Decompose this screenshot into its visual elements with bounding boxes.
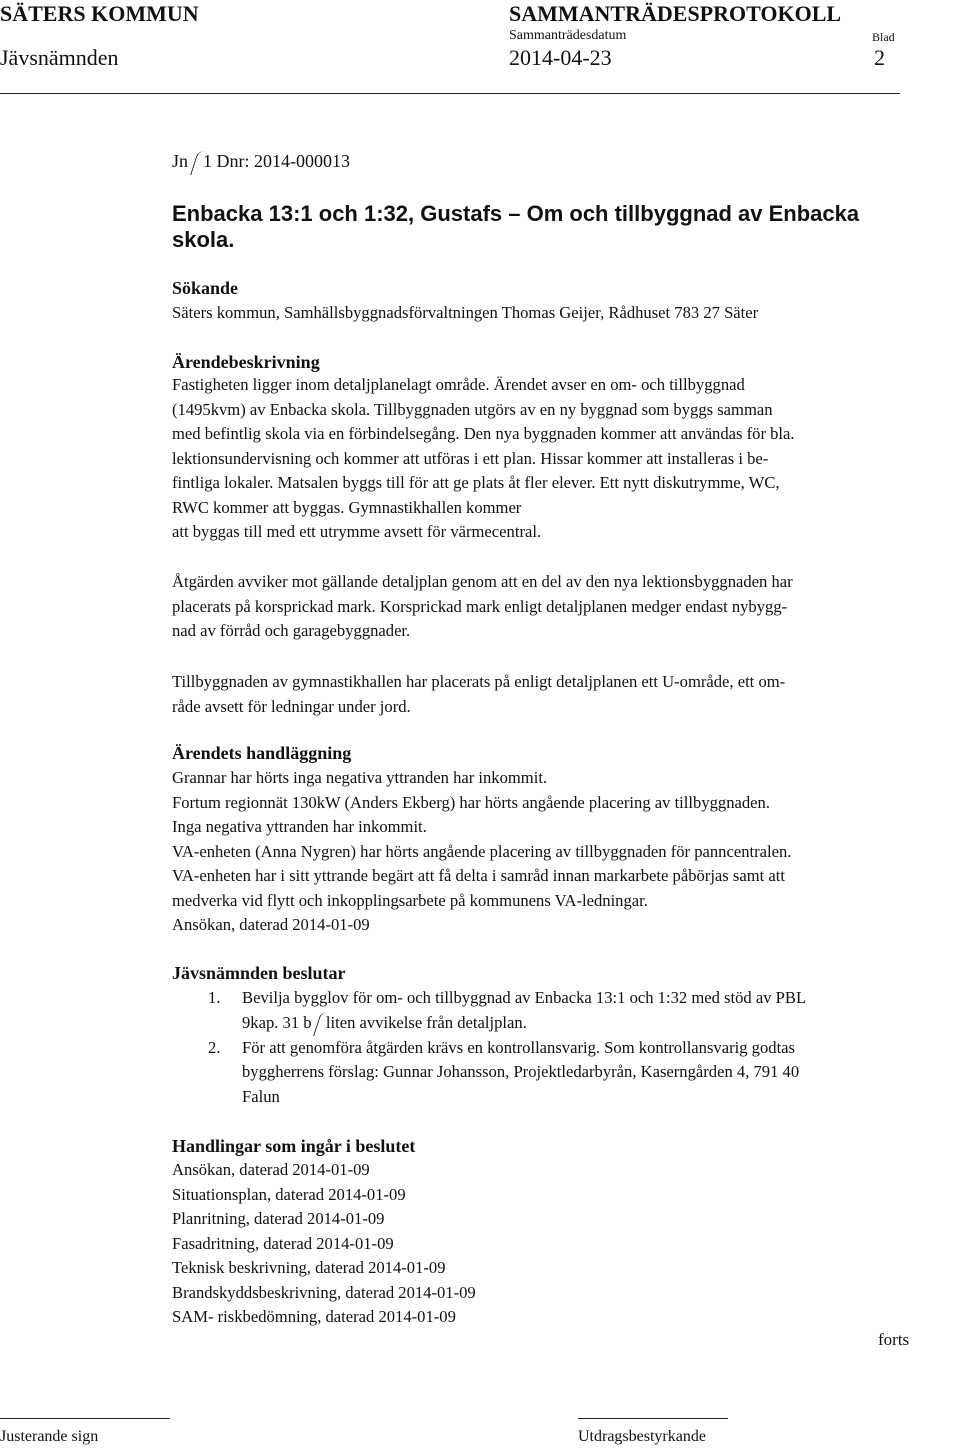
continued-marker: forts	[878, 1330, 910, 1349]
header-divider	[0, 93, 900, 94]
deviation-line: placerats på korsprickad mark. Korsprickad mark enligt detaljplanen medger endast nybygg-	[172, 596, 788, 616]
decision-item-number: 1.	[208, 988, 221, 1007]
decision-item	[172, 1036, 806, 1110]
description-heading: Ärendebeskrivning	[172, 352, 320, 372]
description-paragraph	[172, 373, 952, 545]
decision-item	[172, 986, 806, 1036]
deviation-paragraph	[172, 570, 952, 644]
decision-item-text	[242, 1011, 806, 1036]
description-line: Fastigheten ligger inom detaljplanelagt område. Ärendet avser en om- och tillbyggnad	[172, 375, 745, 394]
document-type: SAMMANTRÄDESPROTOKOLL	[509, 1, 842, 26]
document-item: Teknisk beskrivning, daterad 2014-01-09	[172, 1258, 446, 1277]
applicant-heading: Sökande	[172, 278, 239, 298]
deviation-line: Åtgärden avviker mot gällande detaljplan genom att en del av den nya lektionsbyggnaden har	[172, 572, 793, 591]
decision-heading: Jävsnämnden beslutar	[172, 963, 346, 983]
case-title-line-2: skola.	[172, 227, 235, 252]
meeting-date: 2014-04-23	[509, 45, 612, 70]
handling-line: VA-enheten (Anna Nygren) har hörts angående placering av tillbyggnaden för panncentralen.	[172, 841, 792, 861]
meeting-date-label: Sammanträdesdatum	[509, 28, 627, 43]
page-number: 2	[874, 45, 885, 70]
document-item: SAM- riskbedömning, daterad 2014-01-09	[172, 1307, 456, 1326]
committee-name: Jävsnämnden	[0, 45, 119, 70]
decision-item-text: För att genomföra åtgärden krävs en kontrollansvarig. Som kontrollansvarig godtas	[242, 1037, 795, 1057]
gym-line: Tillbyggnaden av gymnastikhallen har placerats på enligt detaljplanen ett U-område, ett om-	[172, 672, 786, 691]
applicant-text: Säters kommun, Samhällsbyggnadsförvaltningen Thomas Geijer, Rådhuset 783 27 Säter	[172, 303, 759, 322]
handling-line: medverka vid flytt och inkopplingsarbete på kommunens VA-ledningar.	[172, 890, 648, 910]
section-sign-icon	[193, 151, 199, 175]
handling-line: Ansökan, daterad 2014-01-09	[172, 915, 370, 934]
deviation-line: nad av förråd och garagebyggnader.	[172, 621, 411, 640]
document-item: Situationsplan, daterad 2014-01-09	[172, 1184, 406, 1204]
decision-item-text: Falun	[242, 1086, 280, 1106]
gym-paragraph	[172, 670, 952, 719]
gym-line: råde avsett för ledningar under jord.	[172, 696, 411, 716]
description-line: (1495kvm) av Enbacka skola. Tillbyggnaden utgörs av en ny byggnad som byggs samman	[172, 399, 773, 419]
case-ref-prefix: Jn	[172, 151, 189, 172]
handling-paragraph	[172, 766, 952, 938]
decision-item-text-part: liten avvikelse från detaljplan.	[325, 1012, 527, 1032]
document-item: Fasadritning, daterad 2014-01-09	[172, 1233, 394, 1253]
document-item: Ansökan, daterad 2014-01-09	[172, 1160, 370, 1179]
description-line: fintliga lokaler. Matsalen byggs till för att ge plats åt fler elever. Ett nytt diskutrymme, WC,	[172, 473, 780, 492]
description-line: lektionsundervisning och kommer att utföras i ett plan. Hissar kommer att installeras i be-	[172, 448, 769, 468]
extract-signature-line	[578, 1418, 728, 1419]
decision-item-text: byggherrens förslag: Gunnar Johansson, Projektledarbyrån, Kaserngården 4, 791 40	[242, 1062, 800, 1082]
case-reference	[172, 151, 350, 175]
decision-list	[172, 986, 806, 1109]
page-label: Blad	[872, 30, 895, 44]
case-ref-number: 1 Dnr: 2014-000013	[203, 151, 351, 172]
handling-line: Fortum regionnät 130kW (Anders Ekberg) har hörts angående placering av tillbyggnaden.	[172, 792, 770, 812]
decision-item-text: Bevilja bygglov för om- och tillbyggnad av Enbacka 13:1 och 1:32 med stöd av PBL	[242, 988, 807, 1007]
section-sign-icon	[316, 1012, 322, 1036]
decision-item-number: 2.	[208, 1037, 221, 1057]
decision-item-text-part: 9kap. 31 b	[242, 1012, 312, 1032]
document-item: Brandskyddsbeskrivning, daterad 2014-01-09	[172, 1282, 476, 1302]
handling-line: VA-enheten har i sitt yttrande begärt att få delta i samråd innan markarbete påbörjas samt att	[172, 866, 785, 885]
description-line: med befintlig skola via en förbindelsegång. Den nya byggnaden kommer att användas för bla.	[172, 424, 795, 443]
org-name: SÄTERS KOMMUN	[0, 1, 199, 26]
extract-label: Utdragsbestyrkande	[578, 1428, 706, 1445]
handling-heading: Ärendets handläggning	[172, 743, 352, 763]
case-title-line-1: Enbacka 13:1 och 1:32, Gustafs – Om och tillbyggnad av Enbacka	[172, 201, 860, 226]
document-item: Planritning, daterad 2014-01-09	[172, 1209, 385, 1228]
handling-line: Inga negativa yttranden har inkommit.	[172, 817, 427, 836]
description-line: att byggas till med ett utrymme avsett för värmecentral.	[172, 522, 542, 541]
description-line: RWC kommer att byggas. Gymnastikhallen kommer	[172, 497, 522, 517]
signature-label: Justerande sign	[0, 1428, 99, 1445]
documents-list	[172, 1158, 952, 1330]
documents-heading: Handlingar som ingår i beslutet	[172, 1136, 416, 1156]
handling-line: Grannar har hörts inga negativa yttranden har inkommit.	[172, 768, 548, 787]
signature-line	[0, 1418, 170, 1419]
